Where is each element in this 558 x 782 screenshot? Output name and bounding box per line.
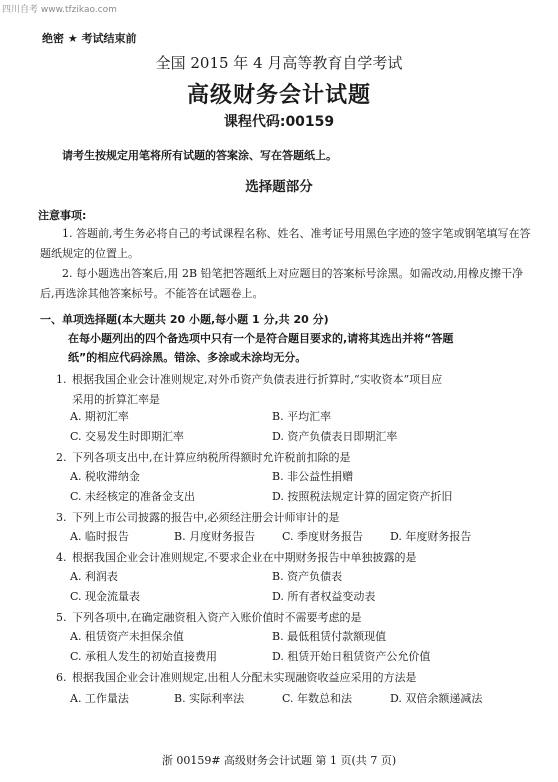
option-a: A. 期初汇率 <box>70 410 129 423</box>
option-b: B. 最低租赁付款额现值 <box>272 630 387 643</box>
option-b: B. 平均汇率 <box>272 410 332 423</box>
option-c: C. 现金流量表 <box>70 590 141 603</box>
option-b: B. 非公益性捐赠 <box>272 470 354 483</box>
option-d: D. 年度财务报告 <box>390 530 472 543</box>
options-row <box>70 428 550 448</box>
question-stem: 根据我国企业会计准则规定,出租人分配未实现融资收益应采用的方法是 <box>72 671 417 684</box>
options-row <box>70 648 550 668</box>
option-a: A. 税收滞纳金 <box>70 470 140 483</box>
question-2 <box>56 448 536 468</box>
option-d: D. 按照税法规定计算的固定资产折旧 <box>272 490 453 503</box>
option-b: B. 月度财务报告 <box>174 530 256 543</box>
question-6 <box>56 668 536 688</box>
answer-notice: 请考生按规定用笔将所有试题的答案涂、写在答题纸上。 <box>62 149 337 162</box>
option-a: A. 租赁资产未担保余值 <box>70 630 184 643</box>
options-row <box>70 588 550 608</box>
question-number: 5. <box>56 611 67 624</box>
option-d: D. 租赁开始日租赁资产公允价值 <box>272 650 431 663</box>
options-row <box>70 488 550 508</box>
option-c: C. 承租人发生的初始直接费用 <box>70 650 218 663</box>
option-c: C. 交易发生时即期汇率 <box>70 430 185 443</box>
options-row <box>70 690 550 710</box>
option-d: D. 双倍余额递减法 <box>390 692 483 705</box>
options-row <box>70 568 550 588</box>
confidential-mark: 绝密 ★ 考试结束前 <box>42 32 137 45</box>
option-a: A. 工作量法 <box>70 692 129 705</box>
question-stem: 下列各项支出中,在计算应纳税所得额时允许税前扣除的是 <box>72 451 351 464</box>
section-title: 选择题部分 <box>245 179 313 195</box>
page-footer: 浙 00159# 高级财务会计试题 第 1 页(共 7 页) <box>161 754 397 767</box>
option-c: C. 未经核定的准备金支出 <box>70 490 196 503</box>
question-4 <box>56 548 536 568</box>
part-heading-line-3: 纸”的相应代码涂黑。错涂、多涂或未涂均无分。 <box>68 351 307 364</box>
question-number: 6. <box>56 671 67 684</box>
question-number: 4. <box>56 551 67 564</box>
attention-item-1: 1. 答题前,考生务必将自己的考试课程名称、姓名、准考证号用黑色字迹的签字笔或钢笔填写在答题纸规定的位置上。 <box>40 227 531 260</box>
question-stem: 根据我国企业会计准则规定,对外币资产负债表进行折算时,“实收资本”项目应 <box>72 373 443 386</box>
question-5 <box>56 608 536 628</box>
question-1 <box>56 370 536 410</box>
question-number: 2. <box>56 451 67 464</box>
question-3 <box>56 508 536 528</box>
part-heading-line-1: 一、单项选择题(本大题共 20 小题,每小题 1 分,共 20 分) <box>40 313 329 326</box>
question-stem: 下列各项中,在确定融资租入资产入账价值时不需要考虑的是 <box>72 611 362 624</box>
paper-title: 高级财务会计试题 <box>186 83 371 108</box>
question-stem: 下列上市公司披露的报告中,必须经注册会计师审计的是 <box>72 511 340 524</box>
question-stem: 根据我国企业会计准则规定,不要求企业在中期财务报告中单独披露的是 <box>72 551 417 564</box>
watermark: 四川自考 www.tfzikao.com <box>2 5 117 15</box>
options-row <box>70 528 550 548</box>
exam-name: 全国 2015 年 4 月高等教育自学考试 <box>155 54 403 72</box>
options-row <box>70 628 550 648</box>
attention-item-2: 2. 每小题选出答案后,用 2B 铅笔把答题纸上对应题目的答案标号涂黑。如需改动,用橡皮擦干净后,再选涂其他答案标号。不能答在试题卷上。 <box>40 267 524 300</box>
option-c: C. 季度财务报告 <box>282 530 364 543</box>
option-a: A. 利润表 <box>70 570 118 583</box>
option-b: B. 实际利率法 <box>174 692 245 705</box>
option-d: D. 资产负债表日即期汇率 <box>272 430 398 443</box>
course-code: 课程代码:00159 <box>223 114 335 130</box>
attention-label: 注意事项: <box>38 209 87 222</box>
option-c: C. 年数总和法 <box>282 692 353 705</box>
option-a: A. 临时报告 <box>70 530 129 543</box>
question-stem-continued: 采用的折算汇率是 <box>72 393 160 406</box>
part-heading-line-2: 在每小题列出的四个备选项中只有一个是符合题目要求的,请将其选出并将“答题 <box>68 332 454 345</box>
option-b: B. 资产负债表 <box>272 570 343 583</box>
question-number: 3. <box>56 511 67 524</box>
options-row <box>70 468 550 488</box>
option-d: D. 所有者权益变动表 <box>272 590 376 603</box>
question-number: 1. <box>56 373 67 386</box>
part-heading <box>40 310 534 367</box>
options-row <box>70 408 550 428</box>
